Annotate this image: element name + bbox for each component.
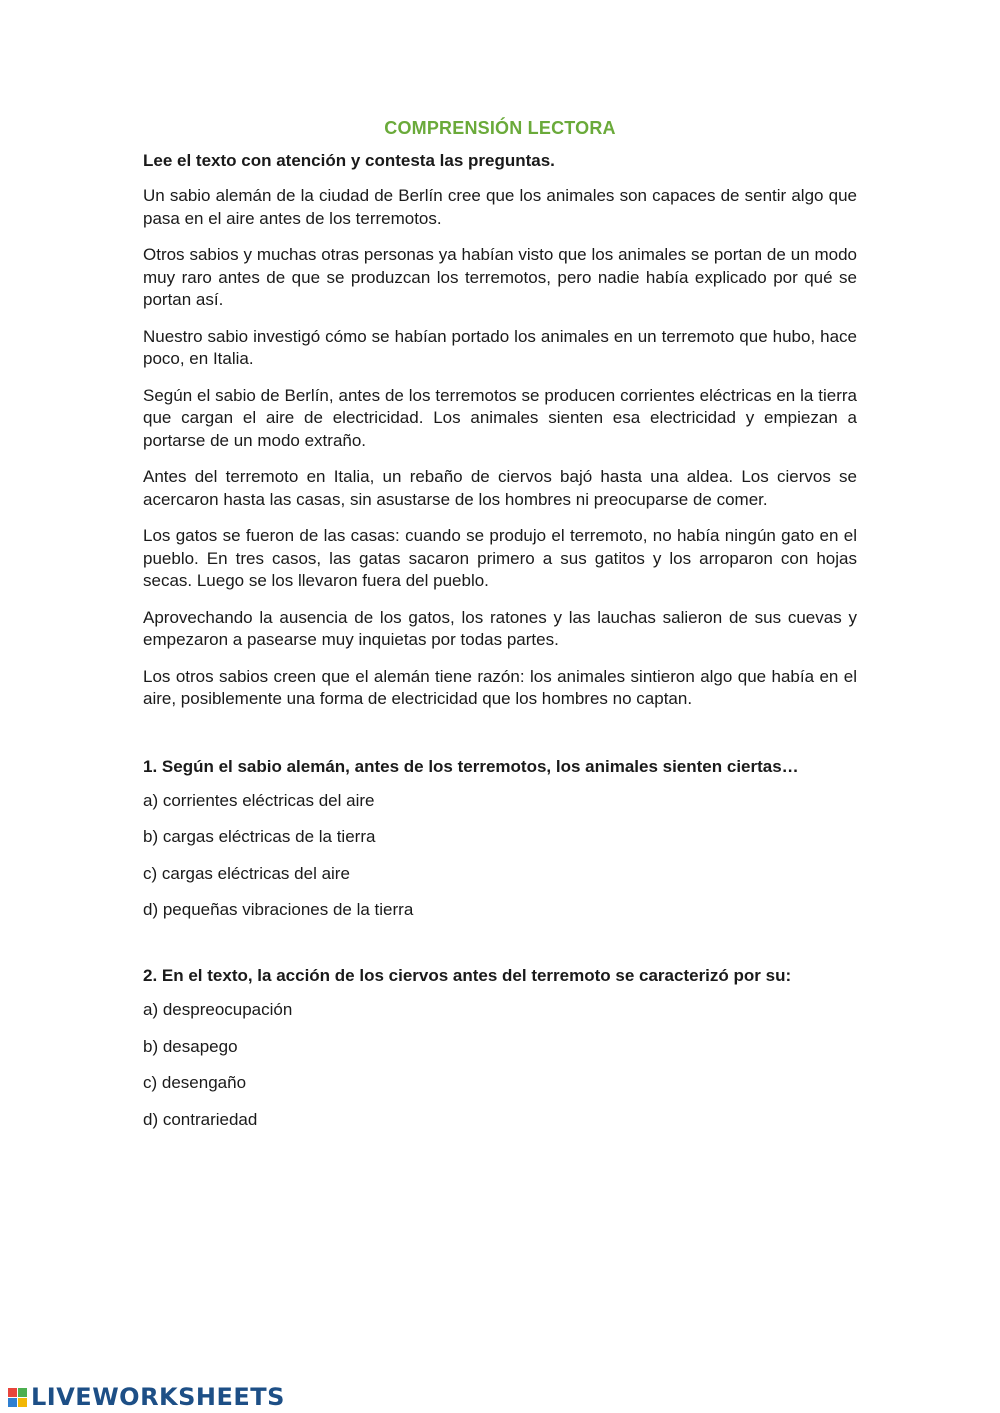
paragraph-2: Otros sabios y muchas otras personas ya habían visto que los animales se portan de un modo muy raro antes de que se produzcan los terremotos, pero nadie había explicado por qué se portan así. [143,245,857,309]
instruction: Lee el texto con atención y contesta las preguntas. [143,151,555,170]
worksheet-page [143,118,857,1146]
question-1: 1. Según el sabio alemán, antes de los terremotos, los animales sienten ciertas… [143,756,799,776]
paragraph-5: Antes del terremoto en Italia, un rebaño de ciervos bajó hasta una aldea. Los ciervos se acercaron hasta las casas, sin asustarse de los hombres ni preocuparse de comer. [143,467,857,509]
liveworksheets-logo [8,1382,285,1412]
question-1-option-b[interactable]: b) cargas eléctricas de la tierra [143,827,376,846]
paragraph-1: Un sabio alemán de la ciudad de Berlín cree que los animales son capaces de sentir algo que pasa en el aire antes de los terremotos. [143,186,857,228]
logo-cube-red [8,1388,17,1397]
question-2-option-b[interactable]: b) desapego [143,1036,238,1056]
question-2-option-c[interactable]: c) desengaño [143,1073,247,1092]
question-1-option-d[interactable]: d) pequeñas vibraciones de la tierra [143,900,414,919]
question-2-option-a[interactable]: a) despreocupación [143,1000,293,1019]
paragraph-3: Nuestro sabio investigó cómo se habían portado los animales en un terremoto que hubo, hace poco, en Italia. [143,326,857,368]
paragraph-4: Según el sabio de Berlín, antes de los terremotos se producen corrientes eléctricas en la tierra que cargan el aire de electricidad. Los animales sienten esa electricidad y empiezan a portarse de un modo extraño. [143,385,857,450]
page-title: COMPRENSIÓN LECTORA [384,118,616,138]
question-2: 2. En el texto, la acción de los ciervos antes del terremoto se caracterizó por su: [143,966,792,985]
logo-cube-green [18,1388,27,1397]
logo-cubes-icon [8,1388,27,1407]
question-2-option-d[interactable]: d) contrariedad [143,1109,258,1129]
paragraph-8: Los otros sabios creen que el alemán tiene razón: los animales sintieron algo que había en el aire, posiblemente una forma de electricidad que los hombres no captan. [143,666,857,708]
paragraph-7: Aprovechando la ausencia de los gatos, los ratones y las lauchas salieron de sus cuevas y empezaron a pasearse muy inquietas por todas partes. [143,607,857,649]
logo-cube-blue [8,1398,17,1407]
question-1-option-a[interactable]: a) corrientes eléctricas del aire [143,790,375,810]
logo-cube-yellow [18,1398,27,1407]
paragraph-6: Los gatos se fueron de las casas: cuando se produjo el terremoto, no había ningún gato en el pueblo. En tres casos, las gatas sacaron primero a sus gatitos y los arroparon con hojas secas. Luego se los llevaron fuera del pueblo. [143,526,857,590]
logo-text: LIVEWORKSHEETS [31,1383,285,1411]
question-1-option-c[interactable]: c) cargas eléctricas del aire [143,863,350,883]
